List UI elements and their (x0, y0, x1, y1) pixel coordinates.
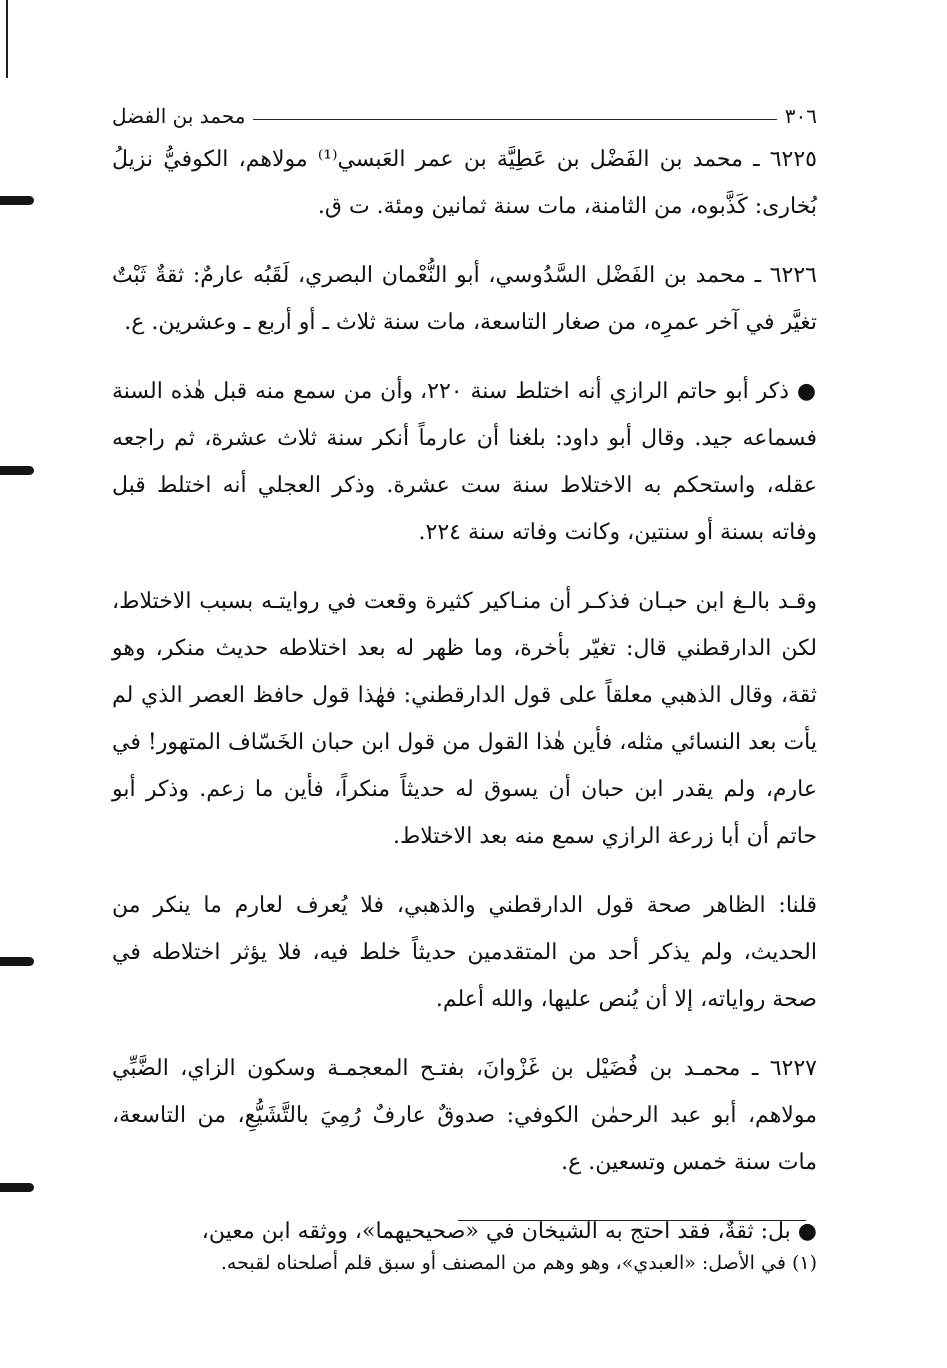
footnote: (١) في الأصل: «العبدي»، وهو وهم من المصنف أو سبق قلم أصلحناه لقبحه. (220, 1252, 817, 1274)
page-header (112, 92, 817, 128)
running-title: محمد بن الفضل (112, 104, 246, 128)
commentary-paragraph: وقـد بالـغ ابن حبـان فذكـر أن منـاكير كثيرة وقعت في روايتـه بسبب الاختلاط، لكن الدارقطني قال: تغيّر بأخرة، وما ظهر له بعد اختلاطه حديث منكر، وهو ثقة، وقال الذهبي معلقاً على قول الدارقطني: فهٰذا قول حافظ العصر الذي لم يأت بعد النسائي مثله، فأين هٰذا القول من قول ابن حبان الخَسّاف المتهور! في عارم، ولم يقدر ابن حبان أن يسوق له حديثاً منكراً، فأين ما زعم. وذكر أبو حاتم أن أبا زرعة الرازي سمع منه بعد الاختلاط. (112, 589, 817, 849)
header-rule (253, 119, 776, 120)
entry-6227: ٦٢٢٧ ـ محمـد بن فُضَيْل بن غَزْوانَ، بفتـح المعجمـة وسكون الزاي، الضَّبِّي مولاهم، أبو عبد الرحمٰن الكوفي: صدوقٌ عارفٌ رُمِيَ بالتَّشَيُّعِ، من التاسعة، مات سنة خمس وتسعين. ع. (112, 1056, 817, 1175)
binding-hole-mark (0, 466, 34, 475)
page-number: ٣٠٦ (784, 104, 817, 128)
scan-edge-line (6, 0, 8, 78)
commentary-paragraph: ● ذكر أبو حاتم الرازي أنه اختلط سنة ٢٢٠، وأن من سمع منه قبل هٰذه السنة فسماعه جيد. وقال أبو داود: بلغنا أن عارماً أنكر سنة ثلاث عشرة، ثم راجعه عقله، واستحكم به الاختلاط سنة ست عشرة. وذكر العجلي أنه اختلط قبل وفاته بسنة أو سنتين، وكانت وفاته سنة ٢٢٤. (112, 379, 817, 545)
binding-hole-mark (0, 196, 34, 205)
commentary-paragraph: قلنا: الظاهر صحة قول الدارقطني والذهبي، فلا يُعرف لعارم ما ينكر من الحديث، ولم يذكر أحد من المتقدمين حديثاً خلط فيه، فلا يؤثر اختلاطه في صحة رواياته، إلا أن يُنص عليها، والله أعلم. (112, 893, 817, 1012)
footnote-separator (458, 1220, 806, 1221)
commentary-paragraph: ● بل: ثقةٌ، فقد احتج به الشيخان في «صحيحيهما»، ووثقه ابن معين، (201, 1219, 817, 1244)
page-body (112, 136, 817, 1277)
binding-hole-mark (0, 957, 34, 966)
entry-6225: ٦٢٢٥ ـ محمد بن الفَضْل بن عَطِيَّة بن عمر العَبسي⁽¹⁾ مولاهم، الكوفيُّ نزيلُ بُخارى: كَذَّبوه، من الثامنة، مات سنة ثمانين ومئة. ت ق. (112, 147, 817, 219)
entry-6226: ٦٢٢٦ ـ محمد بن الفَضْل السَّدُوسي، أبو النُّعْمان البصري، لَقَبُه عارمٌ: ثقةٌ ثَبْتٌ تغيَّر في آخر عمرِه، من صغار التاسعة، مات سنة ثلاث ـ أو أربع ـ وعشرين. ع. (112, 263, 817, 335)
binding-hole-mark (0, 1183, 34, 1192)
